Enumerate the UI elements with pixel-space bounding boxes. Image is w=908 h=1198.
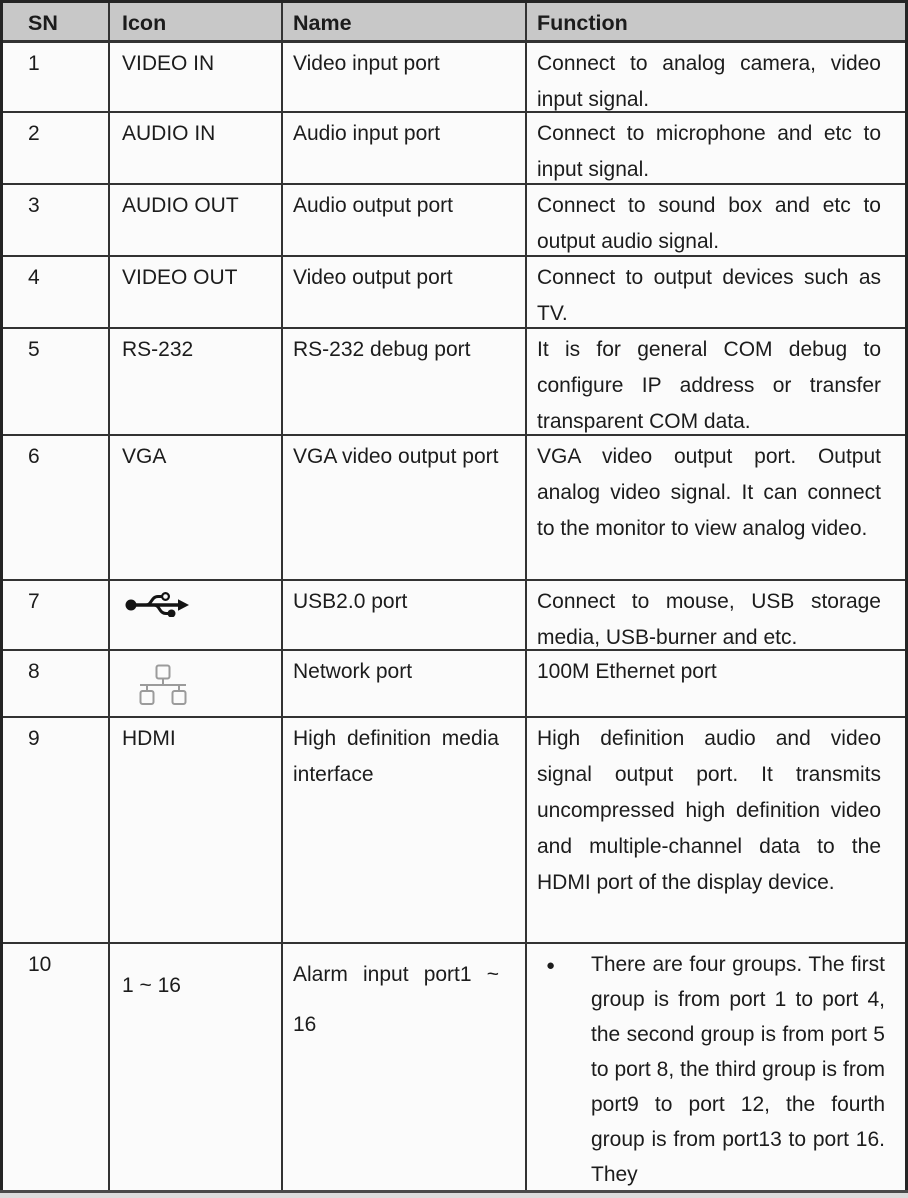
sn-cell: 1 [3,43,110,113]
function-cell: High definition audio and video signal output port. It transmits uncompressed high definition video and multiple-channel data to the HDMI port of the display device. [527,718,905,944]
function-cell [527,944,905,1190]
sn-cell: 7 [3,581,110,651]
bullet-text: There are four groups. The first group is from port 1 to port 4, the second group is from port 5 to port 8, the third group is from port9 to port 12, the fourth group is from port13 to port 16. They [591,953,885,1186]
function-cell: Connect to analog camera, video input signal. [527,43,905,113]
icon-cell: HDMI [110,718,283,944]
name-cell: High definition media interface [283,718,527,944]
sn-cell: 10 [3,944,110,1190]
sn-cell: 5 [3,329,110,436]
sn-cell: 9 [3,718,110,944]
sn-cell: 3 [3,185,110,257]
name-cell: Video output port [283,257,527,329]
function-cell: VGA video output port. Output analog video signal. It can connect to the monitor to view analog video. [527,436,905,581]
name-cell: Alarm input port1 ~ 16 [283,944,527,1190]
icon-cell: VIDEO IN [110,43,283,113]
name-cell: Audio input port [283,113,527,185]
usb-icon [125,591,189,617]
icon-cell: AUDIO OUT [110,185,283,257]
bullet-marker: ● [546,957,556,974]
header-sn: SN [3,3,110,43]
icon-cell [110,581,283,651]
icon-cell: VGA [110,436,283,581]
name-cell: Network port [283,651,527,718]
sn-cell: 4 [3,257,110,329]
icon-cell: RS-232 [110,329,283,436]
icon-cell: VIDEO OUT [110,257,283,329]
sn-cell: 6 [3,436,110,581]
name-cell: RS-232 debug port [283,329,527,436]
header-function: Function [527,3,905,43]
function-cell: Connect to mouse, USB storage media, USB-burner and etc. [527,581,905,651]
function-cell: It is for general COM debug to configure IP address or transfer transparent COM data. [527,329,905,436]
icon-cell: 1 ~ 16 [110,944,283,1190]
name-cell: Audio output port [283,185,527,257]
function-cell: 100M Ethernet port [527,651,905,718]
page-cut-strip [0,1193,908,1198]
icon-cell [110,651,283,718]
icon-cell: AUDIO IN [110,113,283,185]
function-cell: Connect to sound box and etc to output audio signal. [527,185,905,257]
sn-cell: 8 [3,651,110,718]
name-cell: VGA video output port [283,436,527,581]
header-name: Name [283,3,527,43]
header-icon: Icon [110,3,283,43]
function-cell: Connect to microphone and etc to input signal. [527,113,905,185]
name-cell: USB2.0 port [283,581,527,651]
function-cell: Connect to output devices such as TV. [527,257,905,329]
sn-cell: 2 [3,113,110,185]
network-icon [138,664,188,706]
name-cell: Video input port [283,43,527,113]
